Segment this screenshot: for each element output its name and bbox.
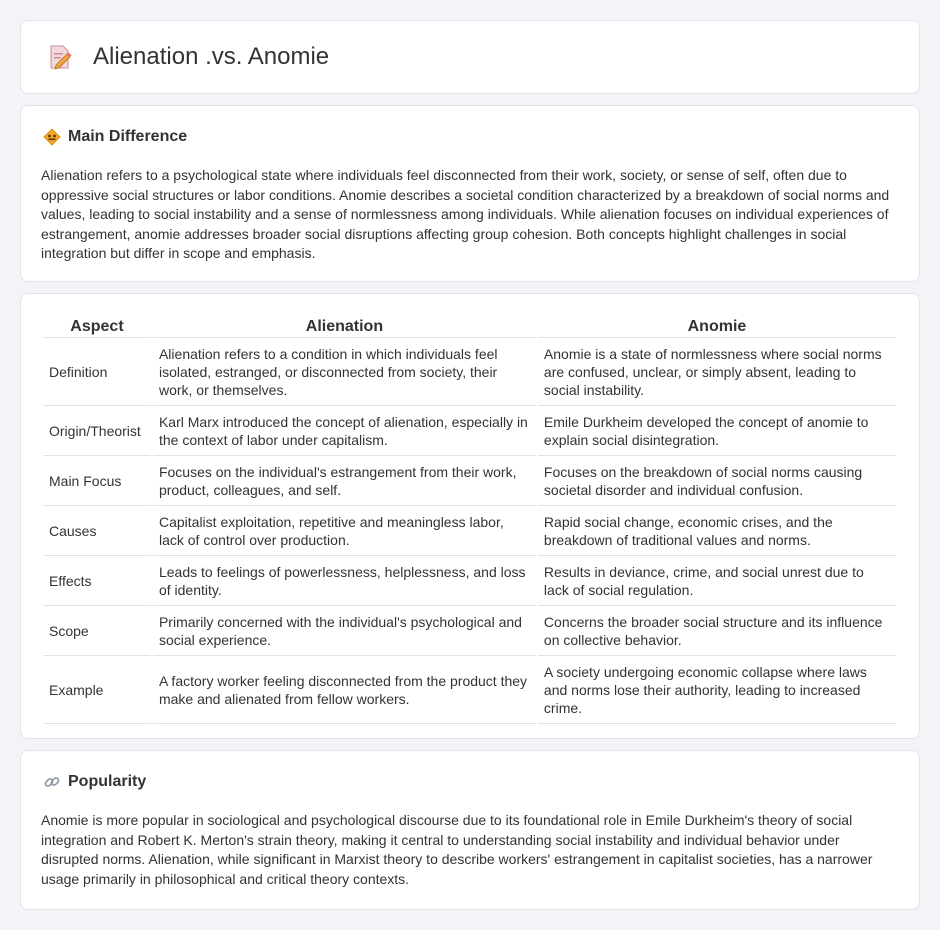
alienation-cell: Karl Marx introduced the concept of alienation, especially in the context of labor under capitalism. — [153, 406, 536, 456]
main-difference-title: Main Difference — [68, 128, 188, 145]
aspect-cell: Scope — [43, 606, 151, 656]
alienation-cell: Capitalist exploitation, repetitive and meaningless labor, lack of control over production. — [153, 506, 536, 556]
table-row — [43, 656, 896, 724]
anomie-cell: Rapid social change, economic crises, and the breakdown of traditional values and norms. — [538, 506, 896, 556]
column-header-aspect: Aspect — [43, 314, 151, 338]
anomie-cell: Results in deviance, crime, and social unrest due to lack of social regulation. — [538, 556, 896, 606]
table-row — [43, 556, 896, 606]
alienation-cell: A factory worker feeling disconnected from the product they make and alienated from fellow workers. — [153, 656, 536, 724]
aspect-cell: Definition — [43, 338, 151, 406]
link-icon — [43, 773, 61, 791]
main-difference-text: Alienation refers to a psychological state where individuals feel disconnected from their work, society, or sense of self, often due to oppressive social structures or labor conditions. Anomie describes a societal condition characterized by a breakdown of social norms and values, leading to social instability and a sense of normlessness among individuals. While alienation focuses on individual experiences of estrangement, anomie addresses broader social disruptions affecting group cohesion. Both concepts highlight challenges in social integration but differ in scope and emphasis. — [41, 167, 890, 261]
main-difference-card — [20, 105, 920, 282]
anomie-cell: Emile Durkheim developed the concept of anomie to explain social disintegration. — [538, 406, 896, 456]
aspect-cell: Causes — [43, 506, 151, 556]
aspect-cell: Origin/Theorist — [43, 406, 151, 456]
alienation-cell: Alienation refers to a condition in which individuals feel isolated, estranged, or disconnected from society, their work, or themselves. — [153, 338, 536, 406]
pencil-note-icon — [47, 43, 73, 71]
popularity-card — [20, 750, 920, 910]
comparison-card — [20, 293, 920, 739]
table-row — [43, 506, 896, 556]
popularity-title: Popularity — [68, 773, 147, 790]
anomie-cell: Concerns the broader social structure and its influence on collective behavior. — [538, 606, 896, 656]
alienation-cell: Primarily concerned with the individual's psychological and social experience. — [153, 606, 536, 656]
page-title: Alienation .vs. Anomie — [93, 43, 330, 70]
column-header-alienation: Alienation — [153, 314, 536, 338]
table-row — [43, 338, 896, 406]
table-row — [43, 606, 896, 656]
table-header-row — [43, 314, 896, 338]
anomie-cell: A society undergoing economic collapse where laws and norms lose their authority, leading to increased crime. — [538, 656, 896, 724]
header-card — [20, 20, 920, 94]
table-row — [43, 406, 896, 456]
anomie-cell: Anomie is a state of normlessness where social norms are confused, unclear, or simply absent, leading to social instability. — [538, 338, 896, 406]
table-row — [43, 456, 896, 506]
alienation-cell: Focuses on the individual's estrangement from their work, product, colleagues, and self. — [153, 456, 536, 506]
aspect-cell: Main Focus — [43, 456, 151, 506]
aspect-cell: Effects — [43, 556, 151, 606]
popularity-text: Anomie is more popular in sociological and psychological discourse due to its foundational role in Emile Durkheim's theory of social integration and Robert K. Merton's strain theory, making it central to understanding social instability and individual behavior under disrupted norms. Alienation, while significant in Marxist theory to describe workers' estrangement in capitalist societies, has a narrower usage primarily in philosophical and critical theory contexts. — [41, 812, 873, 887]
anomie-cell: Focuses on the breakdown of social norms causing societal disorder and individual confusion. — [538, 456, 896, 506]
alienation-cell: Leads to feelings of powerlessness, helplessness, and loss of identity. — [153, 556, 536, 606]
aspect-cell: Example — [43, 656, 151, 724]
diamond-sign-icon — [43, 128, 61, 146]
column-header-anomie: Anomie — [538, 314, 896, 338]
comparison-table — [41, 314, 898, 724]
